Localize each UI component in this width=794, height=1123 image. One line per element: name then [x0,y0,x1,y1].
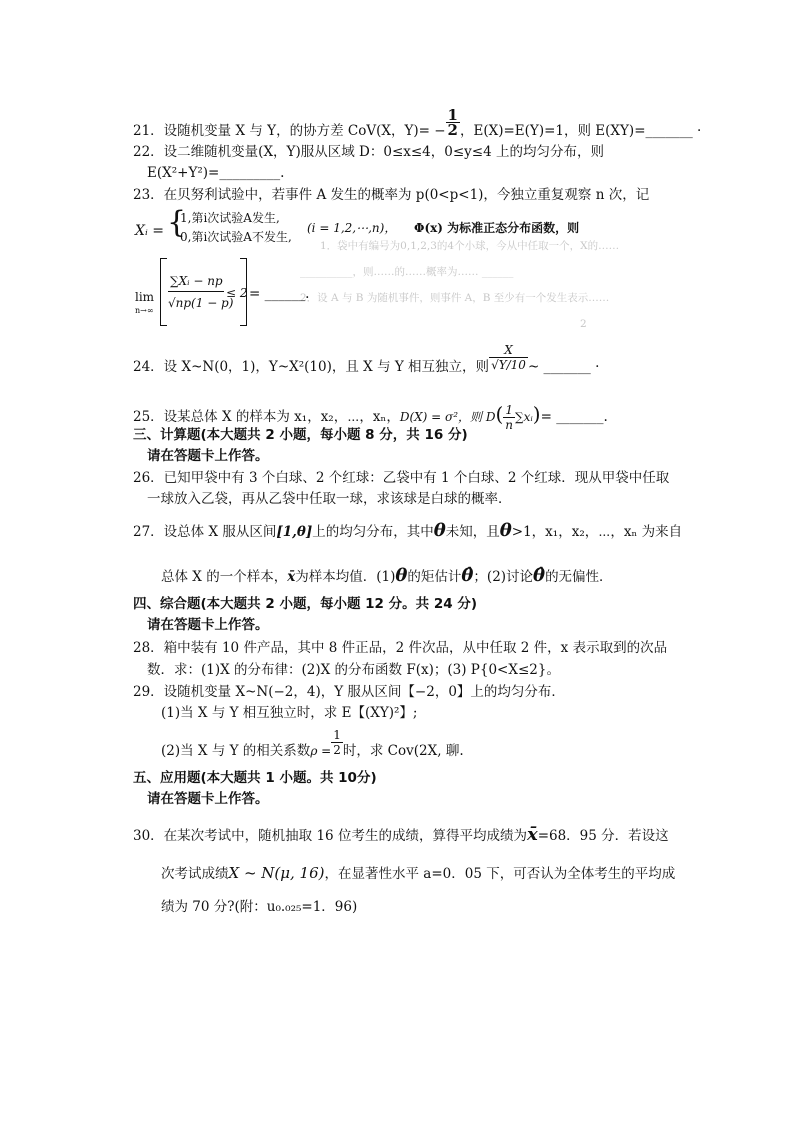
section-5-title: 五、应用题(本大题共 1 小题。共 10分) [133,770,377,786]
q25-inner-den: n [505,418,514,432]
question-26-line1: 26．已知甲袋中有 3 个白球、2 个红球：乙袋中有 1 个白球、2 个红球．现从甲袋中任取 [133,470,670,486]
q21-suffix: ，E(X)=E(Y)=1，则 E(XY)=_______ · [459,123,702,139]
q29-rho: ρ = [310,744,332,758]
q30-line1a: 30．在某次考试中，随机抽取 16 位考生的成绩，算得平均成绩为 [133,828,527,844]
q27-l2b: 为样本均值．(1) [295,569,396,585]
q27-theta-3: θ [395,565,408,586]
q27-theta-1: θ [433,520,446,541]
question-28-line1: 28．箱中装有 10 件产品，其中 8 件正品，2 件次品，从中任取 2 件，x 表示取到的次品 [133,640,668,656]
q23-sqrt-expr: √np(1 − p) [168,296,234,310]
q27-l2e: 的无偏性． [545,569,613,585]
q30-line2b: ，在显著性水平 a=0．05 下，可否认为全体考生的平均成 [324,866,676,882]
q24-frac-den: √Y/10 [491,358,526,372]
q27-theta-hat-2: θ̂ [533,565,546,586]
q21-prefix: 21．设随机变量 X 与 Y，的协方差 CoV(X，Y)= − [133,123,446,139]
question-30-line3: 绩为 70 分?(附：u₀.₀₂₅=1．96) [161,899,358,915]
q25-prefix: 25．设某总体 X 的样本为 x₁，x₂，⋯，xₙ， [133,409,400,425]
scan-bleed-b: __________，则……的……概率为…… ______ [300,266,514,278]
question-29-line3 [161,728,464,760]
q23-answer: = ______. [249,286,310,302]
q29-fraction [331,728,343,757]
q25-inner-num: 1 [503,403,515,418]
q27-l2a: 总体 X 的一个样本， [161,569,288,585]
q24-fraction [489,343,528,372]
q25-suffix: = _______. [540,409,608,425]
scan-bleed-c: 2．设 A 与 B 为随机事件，则事件 A，B 至少有一个发生表示…… [300,292,610,304]
q30-dist: X ~ N(μ, 16) [228,864,325,882]
q23-case1: 1,第i次试验A发生, [180,211,280,225]
q23-sum-expr: ∑Xᵢ − np [170,274,223,288]
q27-xbar: x̄ [287,569,296,585]
q30-line1b: =68．95 分．若设这 [537,828,669,844]
q30-xbar: x̄ [526,824,538,845]
q25-sum: ∑xᵢ [515,410,533,424]
question-30-line1 [133,826,669,845]
q25-dx: D(X) = σ²，则 D [399,410,496,424]
question-30-line2 [161,864,675,883]
question-29-line1: 29．设随机变量 X~N(−2，4)，Y 服从区间【−2，0】上的均匀分布． [133,684,565,700]
q29-frac-den: 2 [333,743,341,757]
q24-suffix: ~ _______ · [527,359,600,375]
q23-left-brace [160,258,167,326]
q21-frac-den: 2 [447,121,458,139]
question-29-line2: (1)当 X 与 Y 相互独立时，求 E【(XY)²】; [161,705,418,721]
q23-phi: Φ(x) 为标准正态分布函数，则 [414,221,580,235]
q30-line2a: 次考试成绩 [161,866,229,882]
q27-part3: 未知，且 [445,524,500,540]
q27-interval: [1,θ] [276,524,313,540]
q25-paren-open: ( [495,402,504,426]
question-26-line2: 一球放入乙袋，再从乙袋中任取一球，求该球是白球的概率． [147,491,512,507]
q27-part1: 27．设总体 X 服从区间 [133,524,277,540]
section-3-title: 三、计算题(本大题共 2 小题，每小题 8 分，共 16 分) [133,427,468,443]
q25-paren-close: ) [532,402,541,426]
scan-bleed-a: 1．袋中有编号为0,1,2,3的4个小球，今从中任取一个，X的…… [320,240,620,252]
section-4-title: 四、综合题(本大题共 2 小题，每小题 12 分。共 24 分) [133,596,478,612]
q29-line3a: (2)当 X 与 Y 的相关系数 [161,743,311,759]
q27-l2c: 的矩估计 [407,569,462,585]
q27-theta-hat-1: θ̂ [461,565,474,586]
q27-l2d: ；(2)讨论 [473,569,534,585]
q27-part4: >1，x₁，x₂，⋯，xₙ 为来自 [511,524,683,540]
q27-part2: 上的均匀分布，其中 [312,524,434,540]
q23-range: (i = 1,2,⋯,n)， [307,221,397,235]
q29-frac-num: 1 [333,728,341,742]
question-21 [133,106,702,140]
q23-lim: lim [135,290,155,304]
question-24 [133,343,600,376]
section-5-note: 请在答题卡上作答。 [147,791,269,807]
section-4-note: 请在答题卡上作答。 [147,617,269,633]
question-22-line2: E(X²+Y²)=_________. [147,165,285,181]
question-23-line1: 23．在贝努利试验中，若事件 A 发生的概率为 p(0<p<1)，今独立重复观察 n 次，记 [133,187,650,203]
q23-frac-bar [168,291,224,292]
q23-le2: ≤ 2 [226,286,248,300]
q24-prefix: 24．设 X~N(0，1)，Y~X²(10)，且 X 与 Y 相互独立，则 [133,359,490,375]
question-27-line2 [161,567,613,586]
q23-case2: 0,第i次试验A不发生, [180,230,292,244]
q21-frac-num: 1 [447,106,458,124]
q23-brace: { [167,205,187,240]
question-28-line2: 数．求：(1)X 的分布律：(2)X 的分布函数 F(x)；(3) P{0<X≤2}。 [147,662,560,678]
q29-line3b: 时，求 Cov(2X, 聊. [342,743,464,759]
q21-fraction [446,108,460,137]
q27-theta-2: θ [499,520,512,541]
section-3-note: 请在答题卡上作答。 [147,448,269,464]
q25-inner-frac [503,403,515,432]
question-27-line1 [133,522,682,541]
question-22-line1: 22．设二维随机变量(X，Y)服从区域 D：0≤x≤4，0≤y≤4 上的均匀分布，则 [133,144,604,160]
q23-lim-sub: n→∞ [135,306,154,315]
q23-xi-label: Xᵢ = [135,223,164,239]
q24-frac-num: X [489,343,528,358]
scan-bleed-d: 2 [580,318,587,330]
